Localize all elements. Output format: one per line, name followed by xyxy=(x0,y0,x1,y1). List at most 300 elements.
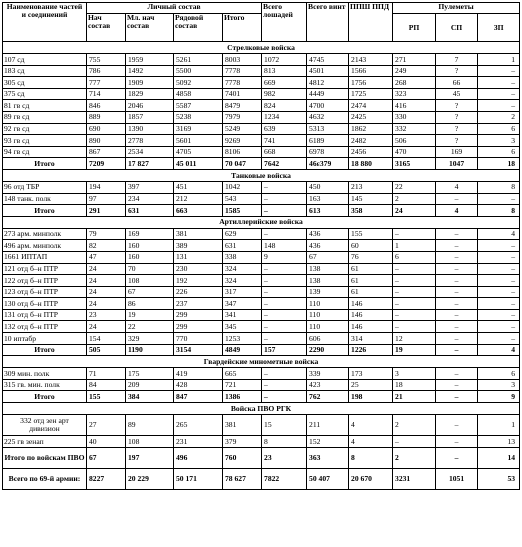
cell-ml-nach: 108 xyxy=(126,436,174,448)
cell-zp: – xyxy=(478,275,520,287)
cell-zp: – xyxy=(478,65,520,77)
cell-rifles: 4632 xyxy=(307,111,349,123)
cell-pppsh: 146 xyxy=(349,321,393,333)
cell-ryad: 212 xyxy=(174,193,223,205)
cell-nach: 97 xyxy=(87,193,126,205)
cell-sp: 7 xyxy=(436,54,478,66)
cell-pppsh: 4 xyxy=(349,436,393,448)
cell-itogo: 665 xyxy=(223,368,262,380)
table-row xyxy=(3,333,520,345)
cell-horses: 7642 xyxy=(262,158,307,170)
cell-horses: – xyxy=(262,333,307,345)
cell-rifles: 4812 xyxy=(307,77,349,89)
cell-rifles: 2290 xyxy=(307,344,349,356)
cell-rifles: 450 xyxy=(307,181,349,193)
cell-unit-name: 309 мин. полк xyxy=(3,368,87,380)
cell-pppsh: 8 xyxy=(349,447,393,468)
cell-ml-nach: 22 xyxy=(126,321,174,333)
cell-nach: 714 xyxy=(87,88,126,100)
cell-ml-nach: 160 xyxy=(126,240,174,252)
table-row xyxy=(3,240,520,252)
cell-zp: – xyxy=(478,240,520,252)
cell-ryad: 5500 xyxy=(174,65,223,77)
cell-horses: 7822 xyxy=(262,468,307,489)
cell-nach: 71 xyxy=(87,368,126,380)
cell-sp: – xyxy=(436,436,478,448)
cell-pppsh: 61 xyxy=(349,263,393,275)
cell-zp: 6 xyxy=(478,146,520,158)
table-body xyxy=(3,42,520,490)
cell-zp: 53 xyxy=(478,468,520,489)
total-row xyxy=(3,391,520,403)
cell-sp: – xyxy=(436,447,478,468)
cell-zp: 8 xyxy=(478,205,520,217)
cell-rp: – xyxy=(393,321,436,333)
cell-unit-name: 107 сд xyxy=(3,54,87,66)
cell-sp: 1051 xyxy=(436,468,478,489)
cell-rp: 2 xyxy=(393,193,436,205)
section-title: Артиллерийские войска xyxy=(3,216,520,228)
cell-itogo: 8106 xyxy=(223,146,262,158)
table-row xyxy=(3,100,520,112)
cell-ryad: 770 xyxy=(174,333,223,345)
cell-sp: – xyxy=(436,309,478,321)
cell-sp: – xyxy=(436,286,478,298)
cell-rp: 3165 xyxy=(393,158,436,170)
cell-rp: 6 xyxy=(393,251,436,263)
table-row xyxy=(3,251,520,263)
total-row xyxy=(3,447,520,468)
section-title: Стрелковые войска xyxy=(3,42,520,54)
cell-nach: 24 xyxy=(87,275,126,287)
cell-ml-nach: 1959 xyxy=(126,54,174,66)
cell-nach: 755 xyxy=(87,54,126,66)
cell-horses: 741 xyxy=(262,135,307,147)
cell-horses: 639 xyxy=(262,123,307,135)
cell-itogo: 324 xyxy=(223,275,262,287)
table-row xyxy=(3,368,520,380)
cell-ryad: 237 xyxy=(174,298,223,310)
table-row xyxy=(3,415,520,436)
cell-horses: 9 xyxy=(262,251,307,263)
cell-rifles: 423 xyxy=(307,379,349,391)
cell-pppsh: 2143 xyxy=(349,54,393,66)
table-wrapper xyxy=(2,2,519,490)
cell-zp: – xyxy=(478,263,520,275)
cell-sp: 4 xyxy=(436,181,478,193)
cell-nach: 889 xyxy=(87,111,126,123)
cell-zp: 8 xyxy=(478,181,520,193)
cell-horses: 982 xyxy=(262,88,307,100)
cell-sp: – xyxy=(436,298,478,310)
header-ryad: Рядовой состав xyxy=(174,14,223,42)
cell-unit-name: Итого xyxy=(3,158,87,170)
cell-ryad: 4705 xyxy=(174,146,223,158)
grand-total-row xyxy=(3,468,520,489)
cell-rifles: 4501 xyxy=(307,65,349,77)
section-title-row xyxy=(3,169,520,181)
cell-horses: 148 xyxy=(262,240,307,252)
cell-unit-name: Итого по войскам ПВО xyxy=(3,447,87,468)
cell-nach: 291 xyxy=(87,205,126,217)
cell-pppsh: 145 xyxy=(349,193,393,205)
cell-rifles: 138 xyxy=(307,275,349,287)
cell-rifles: 4745 xyxy=(307,54,349,66)
cell-rifles: 5313 xyxy=(307,123,349,135)
cell-sp: 169 xyxy=(436,146,478,158)
cell-rp: 249 xyxy=(393,65,436,77)
header-sp: СП xyxy=(436,14,478,42)
cell-horses: – xyxy=(262,321,307,333)
cell-ryad: 192 xyxy=(174,275,223,287)
cell-pppsh: 155 xyxy=(349,228,393,240)
cell-rp: – xyxy=(393,298,436,310)
cell-pppsh: 1756 xyxy=(349,77,393,89)
cell-rifles: 363 xyxy=(307,447,349,468)
cell-unit-name: 130 отд б–н ПТР xyxy=(3,298,87,310)
header-personnel-group: Личный состав xyxy=(87,3,262,14)
cell-itogo: 347 xyxy=(223,298,262,310)
cell-rifles: 211 xyxy=(307,415,349,436)
cell-pppsh: 314 xyxy=(349,333,393,345)
table-row xyxy=(3,379,520,391)
cell-rifles: 139 xyxy=(307,286,349,298)
cell-pppsh: 76 xyxy=(349,251,393,263)
cell-ml-nach: 160 xyxy=(126,251,174,263)
table-row xyxy=(3,228,520,240)
header-ml-nach: Мл. нач состав xyxy=(126,14,174,42)
cell-itogo: 5249 xyxy=(223,123,262,135)
cell-sp: – xyxy=(436,368,478,380)
cell-rp: 2 xyxy=(393,447,436,468)
cell-unit-name: 81 гв сд xyxy=(3,100,87,112)
cell-ryad: 4858 xyxy=(174,88,223,100)
cell-sp: – xyxy=(436,193,478,205)
cell-nach: 154 xyxy=(87,333,126,345)
table-row xyxy=(3,193,520,205)
cell-rp: 470 xyxy=(393,146,436,158)
cell-ryad: 131 xyxy=(174,251,223,263)
cell-pppsh: 2482 xyxy=(349,135,393,147)
cell-unit-name: 123 отд б–н ПТР xyxy=(3,286,87,298)
cell-rp: 416 xyxy=(393,100,436,112)
cell-unit-name: 121 отд б–н ПТР xyxy=(3,263,87,275)
cell-nach: 84 xyxy=(87,379,126,391)
cell-ryad: 226 xyxy=(174,286,223,298)
cell-ryad: 496 xyxy=(174,447,223,468)
cell-sp: ? xyxy=(436,123,478,135)
cell-ml-nach: 169 xyxy=(126,228,174,240)
cell-ryad: 5261 xyxy=(174,54,223,66)
cell-unit-name: 93 гв сд xyxy=(3,135,87,147)
section-title-row xyxy=(3,403,520,415)
cell-nach: 67 xyxy=(87,447,126,468)
cell-itogo: 338 xyxy=(223,251,262,263)
cell-zp: – xyxy=(478,333,520,345)
cell-unit-name: 315 гв. мин. полк xyxy=(3,379,87,391)
cell-horses: 813 xyxy=(262,65,307,77)
cell-sp: – xyxy=(436,251,478,263)
cell-horses: – xyxy=(262,263,307,275)
cell-unit-name: Всего по 69-й армии: xyxy=(3,468,87,489)
total-row xyxy=(3,344,520,356)
cell-horses: 1072 xyxy=(262,54,307,66)
cell-rifles: 436 xyxy=(307,240,349,252)
cell-pppsh: 1566 xyxy=(349,65,393,77)
cell-ml-nach: 2046 xyxy=(126,100,174,112)
cell-pppsh: 60 xyxy=(349,240,393,252)
cell-pppsh: 2456 xyxy=(349,146,393,158)
cell-itogo: 8003 xyxy=(223,54,262,66)
table-row xyxy=(3,54,520,66)
cell-itogo: 7778 xyxy=(223,77,262,89)
cell-ml-nach: 17 827 xyxy=(126,158,174,170)
section-title: Танковые войска xyxy=(3,169,520,181)
cell-itogo: 543 xyxy=(223,193,262,205)
cell-unit-name: 305 сд xyxy=(3,77,87,89)
army-strength-table xyxy=(2,2,520,490)
cell-ml-nach: 1492 xyxy=(126,65,174,77)
table-row xyxy=(3,263,520,275)
cell-sp: – xyxy=(436,333,478,345)
cell-sp: – xyxy=(436,240,478,252)
cell-sp: ? xyxy=(436,100,478,112)
header-machine-guns-group: Пулеметы xyxy=(393,3,520,14)
cell-ml-nach: 89 xyxy=(126,415,174,436)
cell-rifles: 762 xyxy=(307,391,349,403)
cell-itogo: 341 xyxy=(223,309,262,321)
cell-ml-nach: 397 xyxy=(126,181,174,193)
cell-itogo: 7778 xyxy=(223,65,262,77)
cell-ryad: 5587 xyxy=(174,100,223,112)
cell-sp: 45 xyxy=(436,88,478,100)
cell-rifles: 46ε379 xyxy=(307,158,349,170)
cell-unit-name: 225 гв зенап xyxy=(3,436,87,448)
cell-sp: 66 xyxy=(436,77,478,89)
cell-unit-name: 10 иптабр xyxy=(3,333,87,345)
table-row xyxy=(3,309,520,321)
cell-ml-nach: 384 xyxy=(126,391,174,403)
cell-pppsh: 2425 xyxy=(349,111,393,123)
cell-nach: 24 xyxy=(87,263,126,275)
cell-rifles: 606 xyxy=(307,333,349,345)
cell-unit-name: 496 арм. минполк xyxy=(3,240,87,252)
cell-ml-nach: 209 xyxy=(126,379,174,391)
cell-rifles: 50 407 xyxy=(307,468,349,489)
cell-ryad: 3169 xyxy=(174,123,223,135)
cell-itogo: 631 xyxy=(223,240,262,252)
cell-nach: 47 xyxy=(87,251,126,263)
cell-ml-nach: 234 xyxy=(126,193,174,205)
cell-pppsh: 61 xyxy=(349,275,393,287)
cell-rifles: 152 xyxy=(307,436,349,448)
header-unit-name: Наименование частей и соединений xyxy=(3,3,87,42)
cell-unit-name: 92 гв сд xyxy=(3,123,87,135)
cell-ryad: 45 011 xyxy=(174,158,223,170)
cell-rp: 332 xyxy=(393,123,436,135)
cell-itogo: 317 xyxy=(223,286,262,298)
cell-horses: 8 xyxy=(262,436,307,448)
header-zp: ЗП xyxy=(478,14,520,42)
table-row xyxy=(3,286,520,298)
cell-pppsh: 198 xyxy=(349,391,393,403)
cell-zp: – xyxy=(478,88,520,100)
cell-horses: 669 xyxy=(262,77,307,89)
cell-itogo: 1386 xyxy=(223,391,262,403)
cell-rp: – xyxy=(393,263,436,275)
cell-unit-name: Итого xyxy=(3,391,87,403)
cell-rp: 323 xyxy=(393,88,436,100)
cell-ryad: 299 xyxy=(174,321,223,333)
cell-rp: 506 xyxy=(393,135,436,147)
cell-horses: – xyxy=(262,228,307,240)
cell-itogo: 4849 xyxy=(223,344,262,356)
cell-ryad: 265 xyxy=(174,415,223,436)
cell-pppsh: 4 xyxy=(349,415,393,436)
cell-horses: 157 xyxy=(262,344,307,356)
cell-nach: 786 xyxy=(87,65,126,77)
cell-rp: – xyxy=(393,275,436,287)
cell-zp: 1 xyxy=(478,415,520,436)
cell-zp: 6 xyxy=(478,123,520,135)
header-nach: Нач состав xyxy=(87,14,126,42)
cell-unit-name: 132 отд б–н ПТР xyxy=(3,321,87,333)
cell-itogo: 721 xyxy=(223,379,262,391)
cell-rifles: 6978 xyxy=(307,146,349,158)
cell-zp: – xyxy=(478,321,520,333)
cell-nach: 194 xyxy=(87,181,126,193)
section-title-row xyxy=(3,356,520,368)
cell-rp: 22 xyxy=(393,181,436,193)
cell-ml-nach: 1857 xyxy=(126,111,174,123)
cell-zp: 4 xyxy=(478,228,520,240)
total-row xyxy=(3,205,520,217)
cell-zp: – xyxy=(478,286,520,298)
cell-sp: ? xyxy=(436,135,478,147)
cell-ml-nach: 2778 xyxy=(126,135,174,147)
cell-zp: 3 xyxy=(478,135,520,147)
cell-itogo: 1042 xyxy=(223,181,262,193)
cell-ml-nach: 70 xyxy=(126,263,174,275)
table-row xyxy=(3,436,520,448)
cell-unit-name: 96 отд ТБР xyxy=(3,181,87,193)
cell-rifles: 138 xyxy=(307,263,349,275)
cell-itogo: 8479 xyxy=(223,100,262,112)
cell-horses: – xyxy=(262,298,307,310)
cell-itogo: 7401 xyxy=(223,88,262,100)
cell-sp: – xyxy=(436,391,478,403)
cell-horses: 15 xyxy=(262,415,307,436)
cell-itogo: 1585 xyxy=(223,205,262,217)
cell-ml-nach: 2534 xyxy=(126,146,174,158)
cell-rp: 19 xyxy=(393,344,436,356)
cell-horses: – xyxy=(262,205,307,217)
cell-horses: 668 xyxy=(262,146,307,158)
cell-nach: 505 xyxy=(87,344,126,356)
cell-horses: 824 xyxy=(262,100,307,112)
cell-sp: – xyxy=(436,344,478,356)
cell-unit-name: 131 отд б–н ПТР xyxy=(3,309,87,321)
cell-ryad: 5238 xyxy=(174,111,223,123)
cell-horses: 1234 xyxy=(262,111,307,123)
cell-pppsh: 61 xyxy=(349,286,393,298)
cell-pppsh: 18 880 xyxy=(349,158,393,170)
cell-rifles: 4449 xyxy=(307,88,349,100)
cell-rifles: 163 xyxy=(307,193,349,205)
total-row xyxy=(3,158,520,170)
cell-itogo: 70 047 xyxy=(223,158,262,170)
cell-sp: – xyxy=(436,263,478,275)
cell-horses: – xyxy=(262,286,307,298)
cell-ryad: 389 xyxy=(174,240,223,252)
cell-horses: – xyxy=(262,193,307,205)
cell-rp: 24 xyxy=(393,205,436,217)
table-row xyxy=(3,65,520,77)
cell-zp: 4 xyxy=(478,344,520,356)
table-row xyxy=(3,77,520,89)
cell-rifles: 110 xyxy=(307,298,349,310)
cell-zp: 14 xyxy=(478,447,520,468)
cell-rp: 3 xyxy=(393,368,436,380)
header-rp: РП xyxy=(393,14,436,42)
table-row xyxy=(3,275,520,287)
cell-unit-name: 122 отд б–н ПТР xyxy=(3,275,87,287)
cell-pppsh: 1862 xyxy=(349,123,393,135)
cell-pppsh: 358 xyxy=(349,205,393,217)
cell-zp: 9 xyxy=(478,391,520,403)
cell-ml-nach: 86 xyxy=(126,298,174,310)
cell-nach: 23 xyxy=(87,309,126,321)
cell-pppsh: 25 xyxy=(349,379,393,391)
cell-unit-name: 273 арм. минполк xyxy=(3,228,87,240)
cell-itogo: 629 xyxy=(223,228,262,240)
cell-ml-nach: 197 xyxy=(126,447,174,468)
cell-rp: 268 xyxy=(393,77,436,89)
section-title: Гвардейские минометные войска xyxy=(3,356,520,368)
cell-sp: – xyxy=(436,415,478,436)
cell-ryad: 419 xyxy=(174,368,223,380)
cell-ml-nach: 329 xyxy=(126,333,174,345)
cell-zp: 18 xyxy=(478,158,520,170)
cell-zp: 2 xyxy=(478,111,520,123)
cell-rp: 271 xyxy=(393,54,436,66)
cell-unit-name: 183 сд xyxy=(3,65,87,77)
cell-horses: – xyxy=(262,181,307,193)
section-title-row xyxy=(3,216,520,228)
cell-pppsh: 2474 xyxy=(349,100,393,112)
cell-pppsh: 146 xyxy=(349,309,393,321)
cell-unit-name: 148 танк. полк xyxy=(3,193,87,205)
cell-itogo: 381 xyxy=(223,415,262,436)
cell-nach: 24 xyxy=(87,286,126,298)
cell-zp: 3 xyxy=(478,379,520,391)
cell-ryad: 230 xyxy=(174,263,223,275)
cell-unit-name: Итого xyxy=(3,205,87,217)
cell-ml-nach: 108 xyxy=(126,275,174,287)
cell-ryad: 299 xyxy=(174,309,223,321)
cell-unit-name: 94 гв сд xyxy=(3,146,87,158)
cell-itogo: 345 xyxy=(223,321,262,333)
cell-rp: – xyxy=(393,436,436,448)
cell-nach: 24 xyxy=(87,321,126,333)
cell-horses: 23 xyxy=(262,447,307,468)
cell-nach: 846 xyxy=(87,100,126,112)
cell-sp: 1047 xyxy=(436,158,478,170)
cell-zp: – xyxy=(478,77,520,89)
cell-rifles: 6189 xyxy=(307,135,349,147)
cell-ryad: 451 xyxy=(174,181,223,193)
cell-ml-nach: 1829 xyxy=(126,88,174,100)
